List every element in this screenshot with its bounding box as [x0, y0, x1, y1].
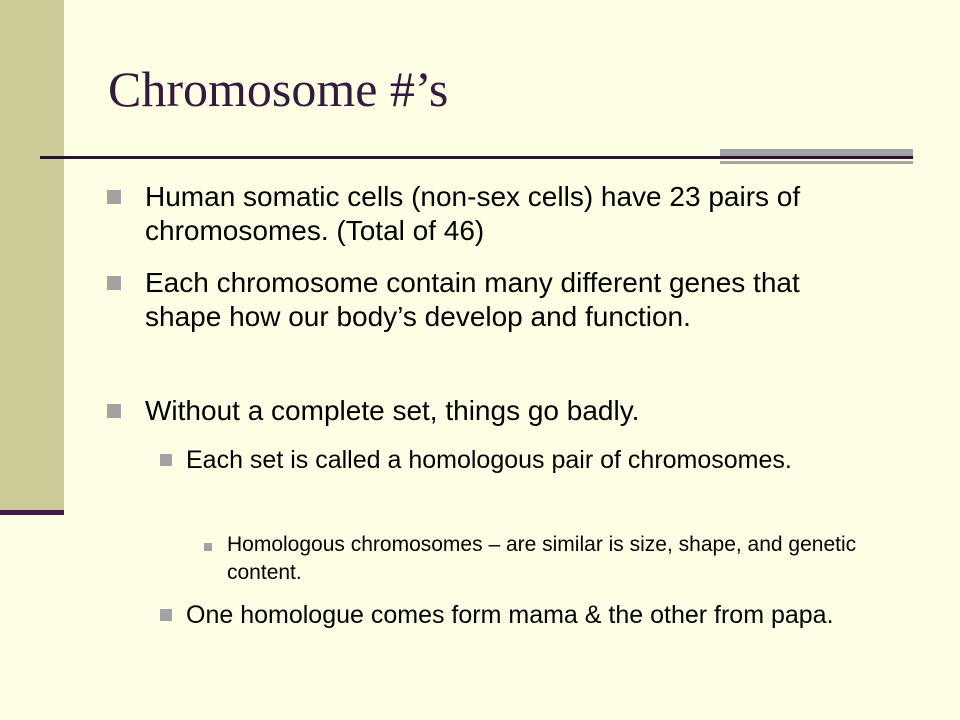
bullet-text: Each chromosome contain many different genes that shape how our body’s develop and function. — [145, 267, 800, 332]
bullet-text: Human somatic cells (non-sex cells) have 23 pairs of chromosomes. (Total of 46) — [145, 181, 801, 246]
bullet-item — [145, 180, 865, 248]
bullet-text: One homologue comes form mama & the other from papa. — [186, 601, 834, 629]
sub-sub-bullet-item — [227, 531, 887, 587]
square-bullet-icon — [204, 543, 212, 551]
bullet-text: Homologous chromosomes – are similar is size, shape, and genetic content. — [227, 533, 857, 584]
slide-title: Chromosome #’s — [108, 61, 449, 117]
square-bullet-icon — [107, 276, 121, 290]
square-bullet-icon — [160, 454, 172, 466]
bullet-text: Each set is called a homologous pair of chromosomes. — [186, 446, 792, 474]
square-bullet-icon — [160, 609, 172, 621]
square-bullet-icon — [107, 190, 121, 204]
bullet-item — [145, 266, 865, 334]
sub-bullet-item — [186, 600, 856, 631]
sub-bullet-item — [186, 445, 856, 476]
bullet-text: Without a complete set, things go badly. — [145, 395, 640, 426]
square-bullet-icon — [107, 404, 121, 418]
bullet-item — [145, 394, 865, 428]
